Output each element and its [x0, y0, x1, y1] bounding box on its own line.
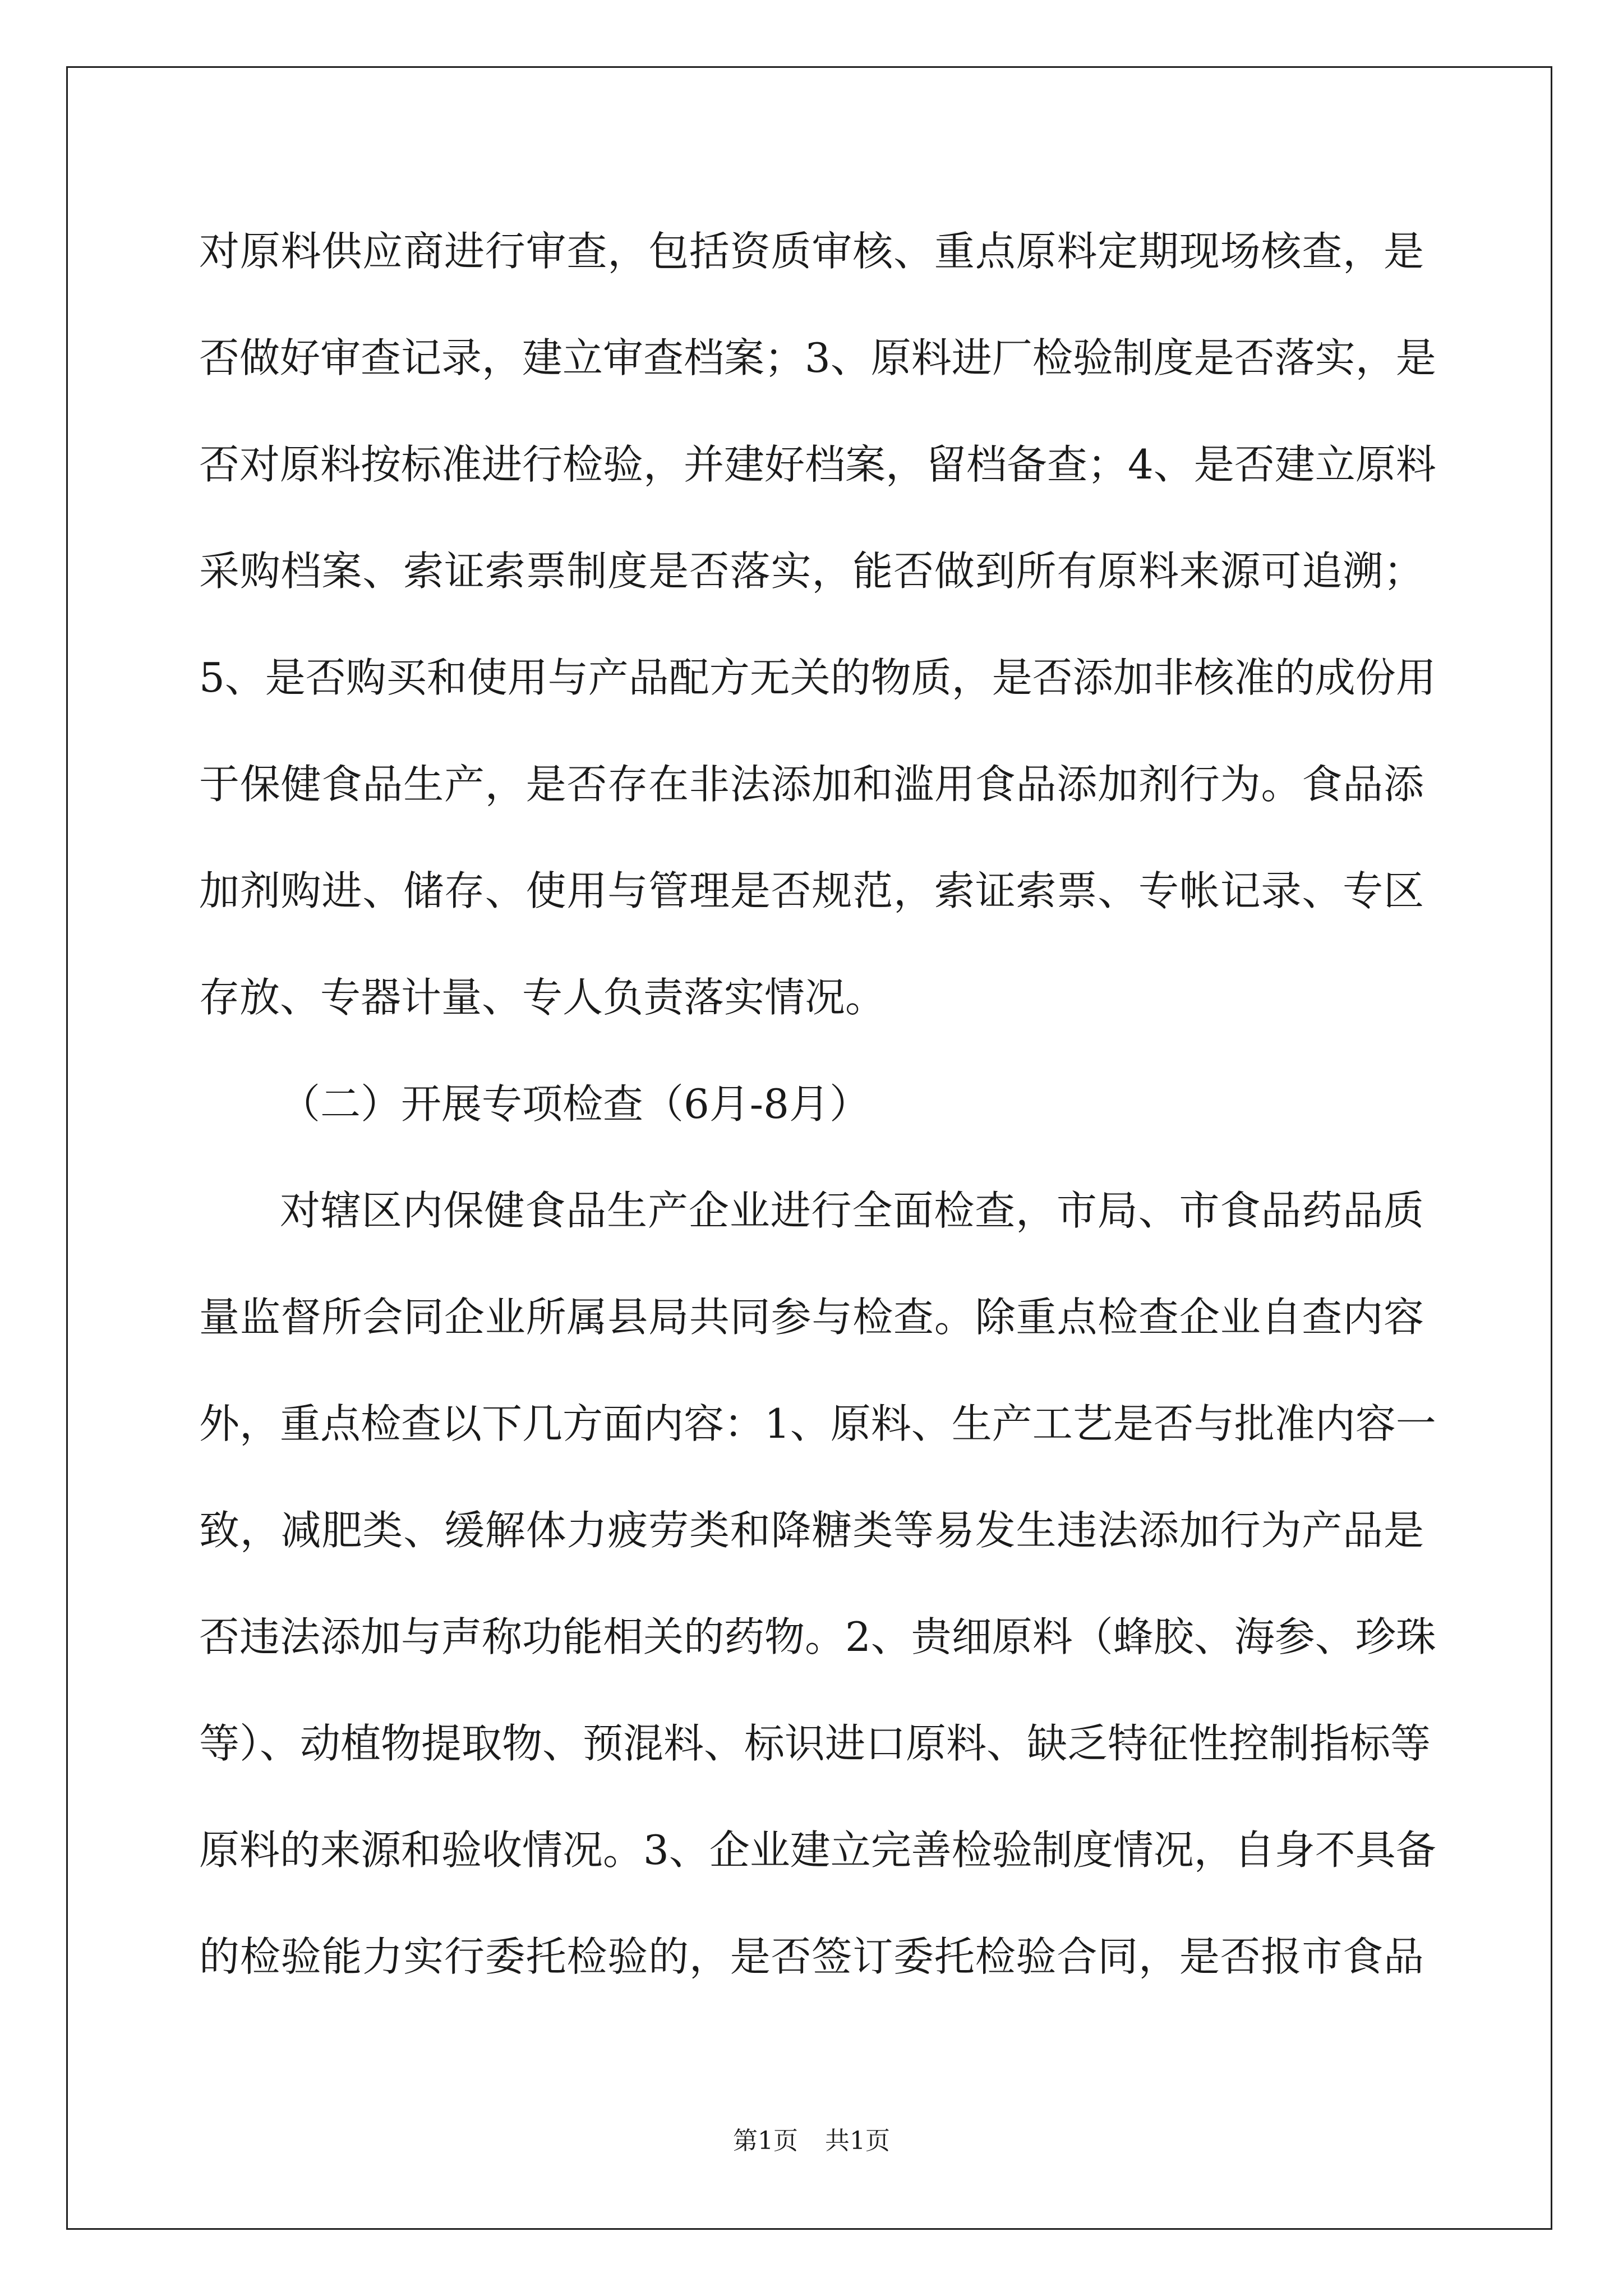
text-line: 等）、动植物提取物、预混料、标识进口原料、缺乏特征性控制指标等	[199, 1720, 1431, 1767]
text-line: 否违法添加与声称功能相关的药物。2、贵细原料（蜂胶、海参、珍珠	[199, 1613, 1436, 1660]
section-heading: （二）开展专项检查（6月-8月）	[280, 1080, 870, 1128]
text-line: 原料的来源和验收情况。3、企业建立完善检验制度情况，自身不具备	[199, 1826, 1436, 1874]
text-line: 外，重点检查以下几方面内容：1、原料、生产工艺是否与批准内容一	[199, 1400, 1436, 1447]
page-number: 第1页	[733, 2127, 798, 2155]
page-footer	[0, 2120, 1623, 2156]
text-line: 加剂购进、储存、使用与管理是否规范，索证索票、专帐记录、专区	[199, 867, 1424, 914]
text-line: 对辖区内保健食品生产企业进行全面检查，市局、市食品药品质	[280, 1187, 1424, 1234]
page-total: 共1页	[825, 2127, 890, 2155]
text-line: 存放、专器计量、专人负责落实情况。	[199, 974, 886, 1021]
text-line: 对原料供应商进行审查，包括资质审核、重点原料定期现场核查，是	[199, 228, 1424, 275]
document-body	[199, 212, 1436, 2024]
text-line: 于保健食品生产，是否存在非法添加和滥用食品添加剂行为。食品添	[199, 761, 1424, 808]
text-line: 致，减肥类、缓解体力疲劳类和降糖类等易发生违法添加行为产品是	[199, 1507, 1424, 1554]
text-line: 否做好审查记录，建立审查档案；3、原料进厂检验制度是否落实，是	[199, 334, 1436, 381]
text-line: 5、是否购买和使用与产品配方无关的物质，是否添加非核准的成份用	[199, 654, 1436, 701]
text-line: 量监督所会同企业所属县局共同参与检查。除重点检查企业自查内容	[199, 1294, 1424, 1341]
text-line: 的检验能力实行委托检验的，是否签订委托检验合同，是否报市食品	[199, 1933, 1424, 1980]
text-line: 否对原料按标准进行检验，并建好档案，留档备查；4、是否建立原料	[199, 441, 1436, 488]
text-line: 采购档案、索证索票制度是否落实，能否做到所有原料来源可追溯；	[199, 547, 1424, 595]
